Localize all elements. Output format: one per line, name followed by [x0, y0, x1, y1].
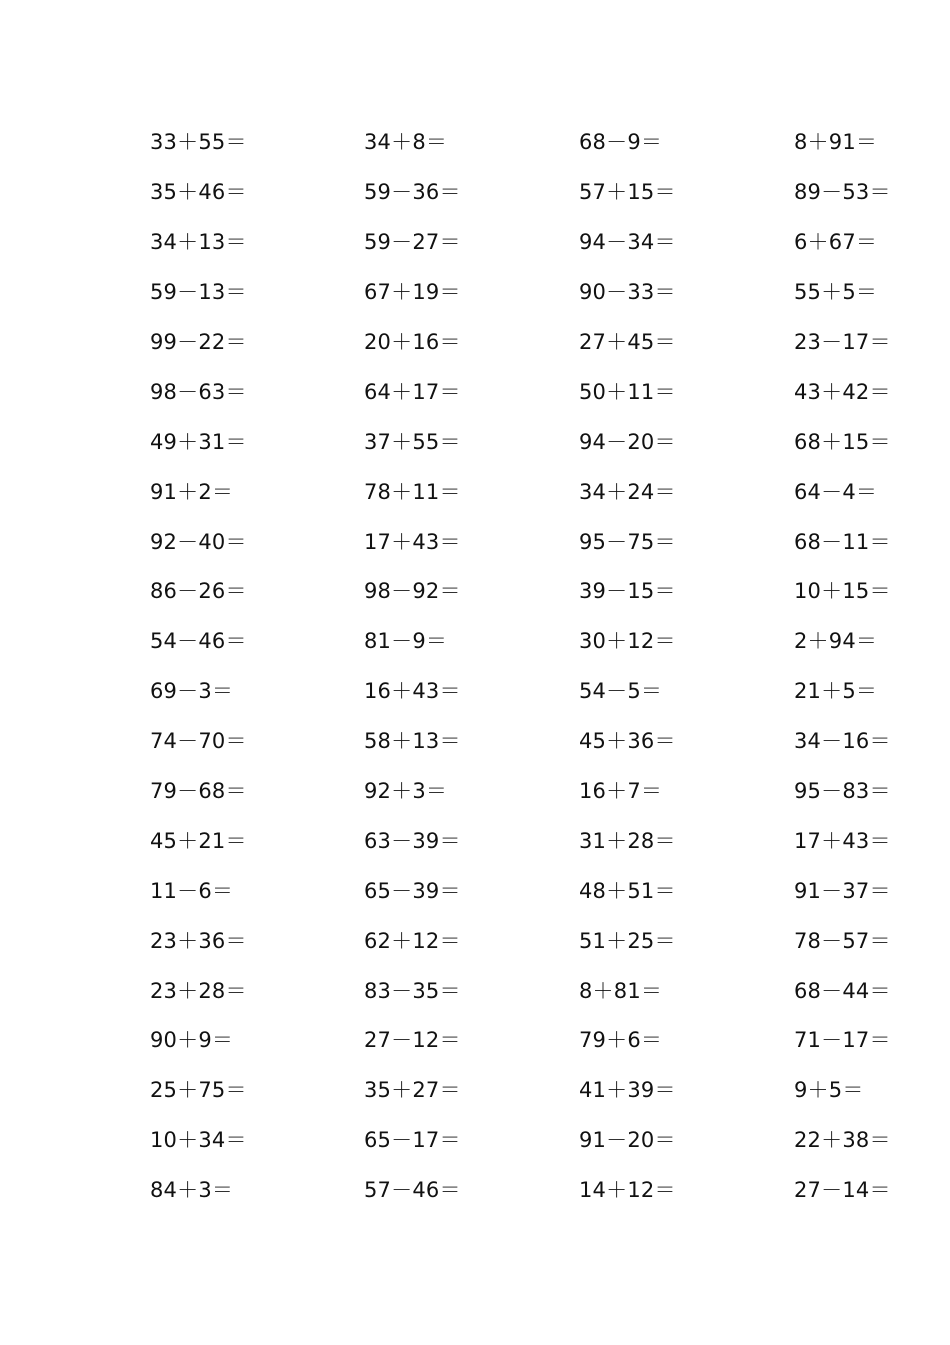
- problem: 65－39＝: [364, 878, 461, 903]
- problem: 10＋15＝: [794, 579, 891, 604]
- problem: 62＋12＝: [364, 928, 461, 953]
- problem: 83－35＝: [364, 978, 461, 1003]
- problem: 39－15＝: [579, 579, 676, 604]
- problem: 2＋94＝: [794, 629, 878, 654]
- problem: 21＋5＝: [794, 679, 878, 704]
- problem: 41＋39＝: [579, 1078, 676, 1103]
- problem: 67＋19＝: [364, 280, 461, 305]
- problem: 33＋55＝: [150, 130, 247, 155]
- problem: 98－92＝: [364, 579, 461, 604]
- problem: 10＋34＝: [150, 1128, 247, 1153]
- problem: 6＋67＝: [794, 230, 878, 255]
- problem: 65－17＝: [364, 1128, 461, 1153]
- problem: 23－17＝: [794, 330, 891, 354]
- problem: 45＋21＝: [150, 828, 247, 853]
- problem: 89－53＝: [794, 180, 891, 205]
- problem: 95－75＝: [579, 529, 676, 554]
- problem: 55＋5＝: [794, 280, 878, 305]
- problem: 34＋24＝: [579, 479, 676, 504]
- problem: 94－20＝: [579, 429, 676, 454]
- problem: 51＋25＝: [579, 928, 676, 953]
- problem: 50＋11＝: [579, 379, 676, 404]
- problem: 45＋36＝: [579, 729, 676, 754]
- problem: 22＋38＝: [794, 1128, 891, 1153]
- problem: 34＋8＝: [364, 130, 448, 155]
- problem: 27－12＝: [364, 1028, 461, 1053]
- problem: 74－70＝: [150, 729, 247, 754]
- problem: 57＋15＝: [579, 180, 676, 205]
- problem: 35＋27＝: [364, 1078, 461, 1103]
- problem: 99－22＝: [150, 330, 247, 354]
- problem: 16＋43＝: [364, 679, 461, 704]
- problem: 16＋7＝: [579, 779, 663, 804]
- problem: 54－5＝: [579, 679, 663, 704]
- problem: 91＋2＝: [150, 479, 234, 504]
- problem: 8＋81＝: [579, 978, 663, 1003]
- problem: 68＋15＝: [794, 429, 891, 454]
- problem: 84＋3＝: [150, 1178, 234, 1203]
- problem-grid: [150, 118, 910, 1216]
- problem: 48＋51＝: [579, 878, 676, 903]
- problem: 64＋17＝: [364, 379, 461, 404]
- problem: 94－34＝: [579, 230, 676, 255]
- problem: 8＋91＝: [794, 130, 878, 155]
- problem: 79－68＝: [150, 779, 247, 804]
- problem: 91－37＝: [794, 878, 891, 903]
- problem: 90＋9＝: [150, 1028, 234, 1053]
- problem: 14＋12＝: [579, 1178, 676, 1203]
- problem: 95－83＝: [794, 779, 891, 804]
- problem: 59－13＝: [150, 280, 247, 305]
- problem: 20＋16＝: [364, 330, 461, 354]
- problem: 78－57＝: [794, 928, 891, 953]
- problem: 92＋3＝: [364, 779, 448, 804]
- problem: 34＋13＝: [150, 230, 247, 255]
- problem: 11－6＝: [150, 878, 234, 903]
- problem: 43＋42＝: [794, 379, 891, 404]
- problem: 91－20＝: [579, 1128, 676, 1153]
- problem: 17＋43＝: [794, 828, 891, 853]
- problem: 23＋36＝: [150, 928, 247, 953]
- problem: 59－27＝: [364, 230, 461, 255]
- problem: 58＋13＝: [364, 729, 461, 754]
- problem: 79＋6＝: [579, 1028, 663, 1053]
- problem: 71－17＝: [794, 1028, 891, 1053]
- problem: 98－63＝: [150, 379, 247, 404]
- problem: 27－14＝: [794, 1178, 891, 1203]
- problem: 37＋55＝: [364, 429, 461, 454]
- problem: 68－9＝: [579, 130, 663, 155]
- problem: 34－16＝: [794, 729, 891, 754]
- problem: 90－33＝: [579, 280, 676, 305]
- problem: 27＋45＝: [579, 330, 676, 354]
- problem: 63－39＝: [364, 828, 461, 853]
- problem: 68－44＝: [794, 978, 891, 1003]
- problem: 64－4＝: [794, 479, 878, 504]
- problem: 81－9＝: [364, 629, 448, 654]
- problem: 69－3＝: [150, 679, 234, 704]
- problem: 59－36＝: [364, 180, 461, 205]
- problem: 54－46＝: [150, 629, 247, 654]
- problem: 68－11＝: [794, 529, 891, 554]
- problem: 49＋31＝: [150, 429, 247, 454]
- problem: 78＋11＝: [364, 479, 461, 504]
- problem: 30＋12＝: [579, 629, 676, 654]
- problem: 23＋28＝: [150, 978, 247, 1003]
- math-worksheet: [150, 118, 910, 1216]
- problem: 86－26＝: [150, 579, 247, 604]
- problem: 17＋43＝: [364, 529, 461, 554]
- problem: 9＋5＝: [794, 1078, 864, 1103]
- problem: 35＋46＝: [150, 180, 247, 205]
- problem: 92－40＝: [150, 529, 247, 554]
- problem: 57－46＝: [364, 1178, 461, 1203]
- problem: 25＋75＝: [150, 1078, 247, 1103]
- problem: 31＋28＝: [579, 828, 676, 853]
